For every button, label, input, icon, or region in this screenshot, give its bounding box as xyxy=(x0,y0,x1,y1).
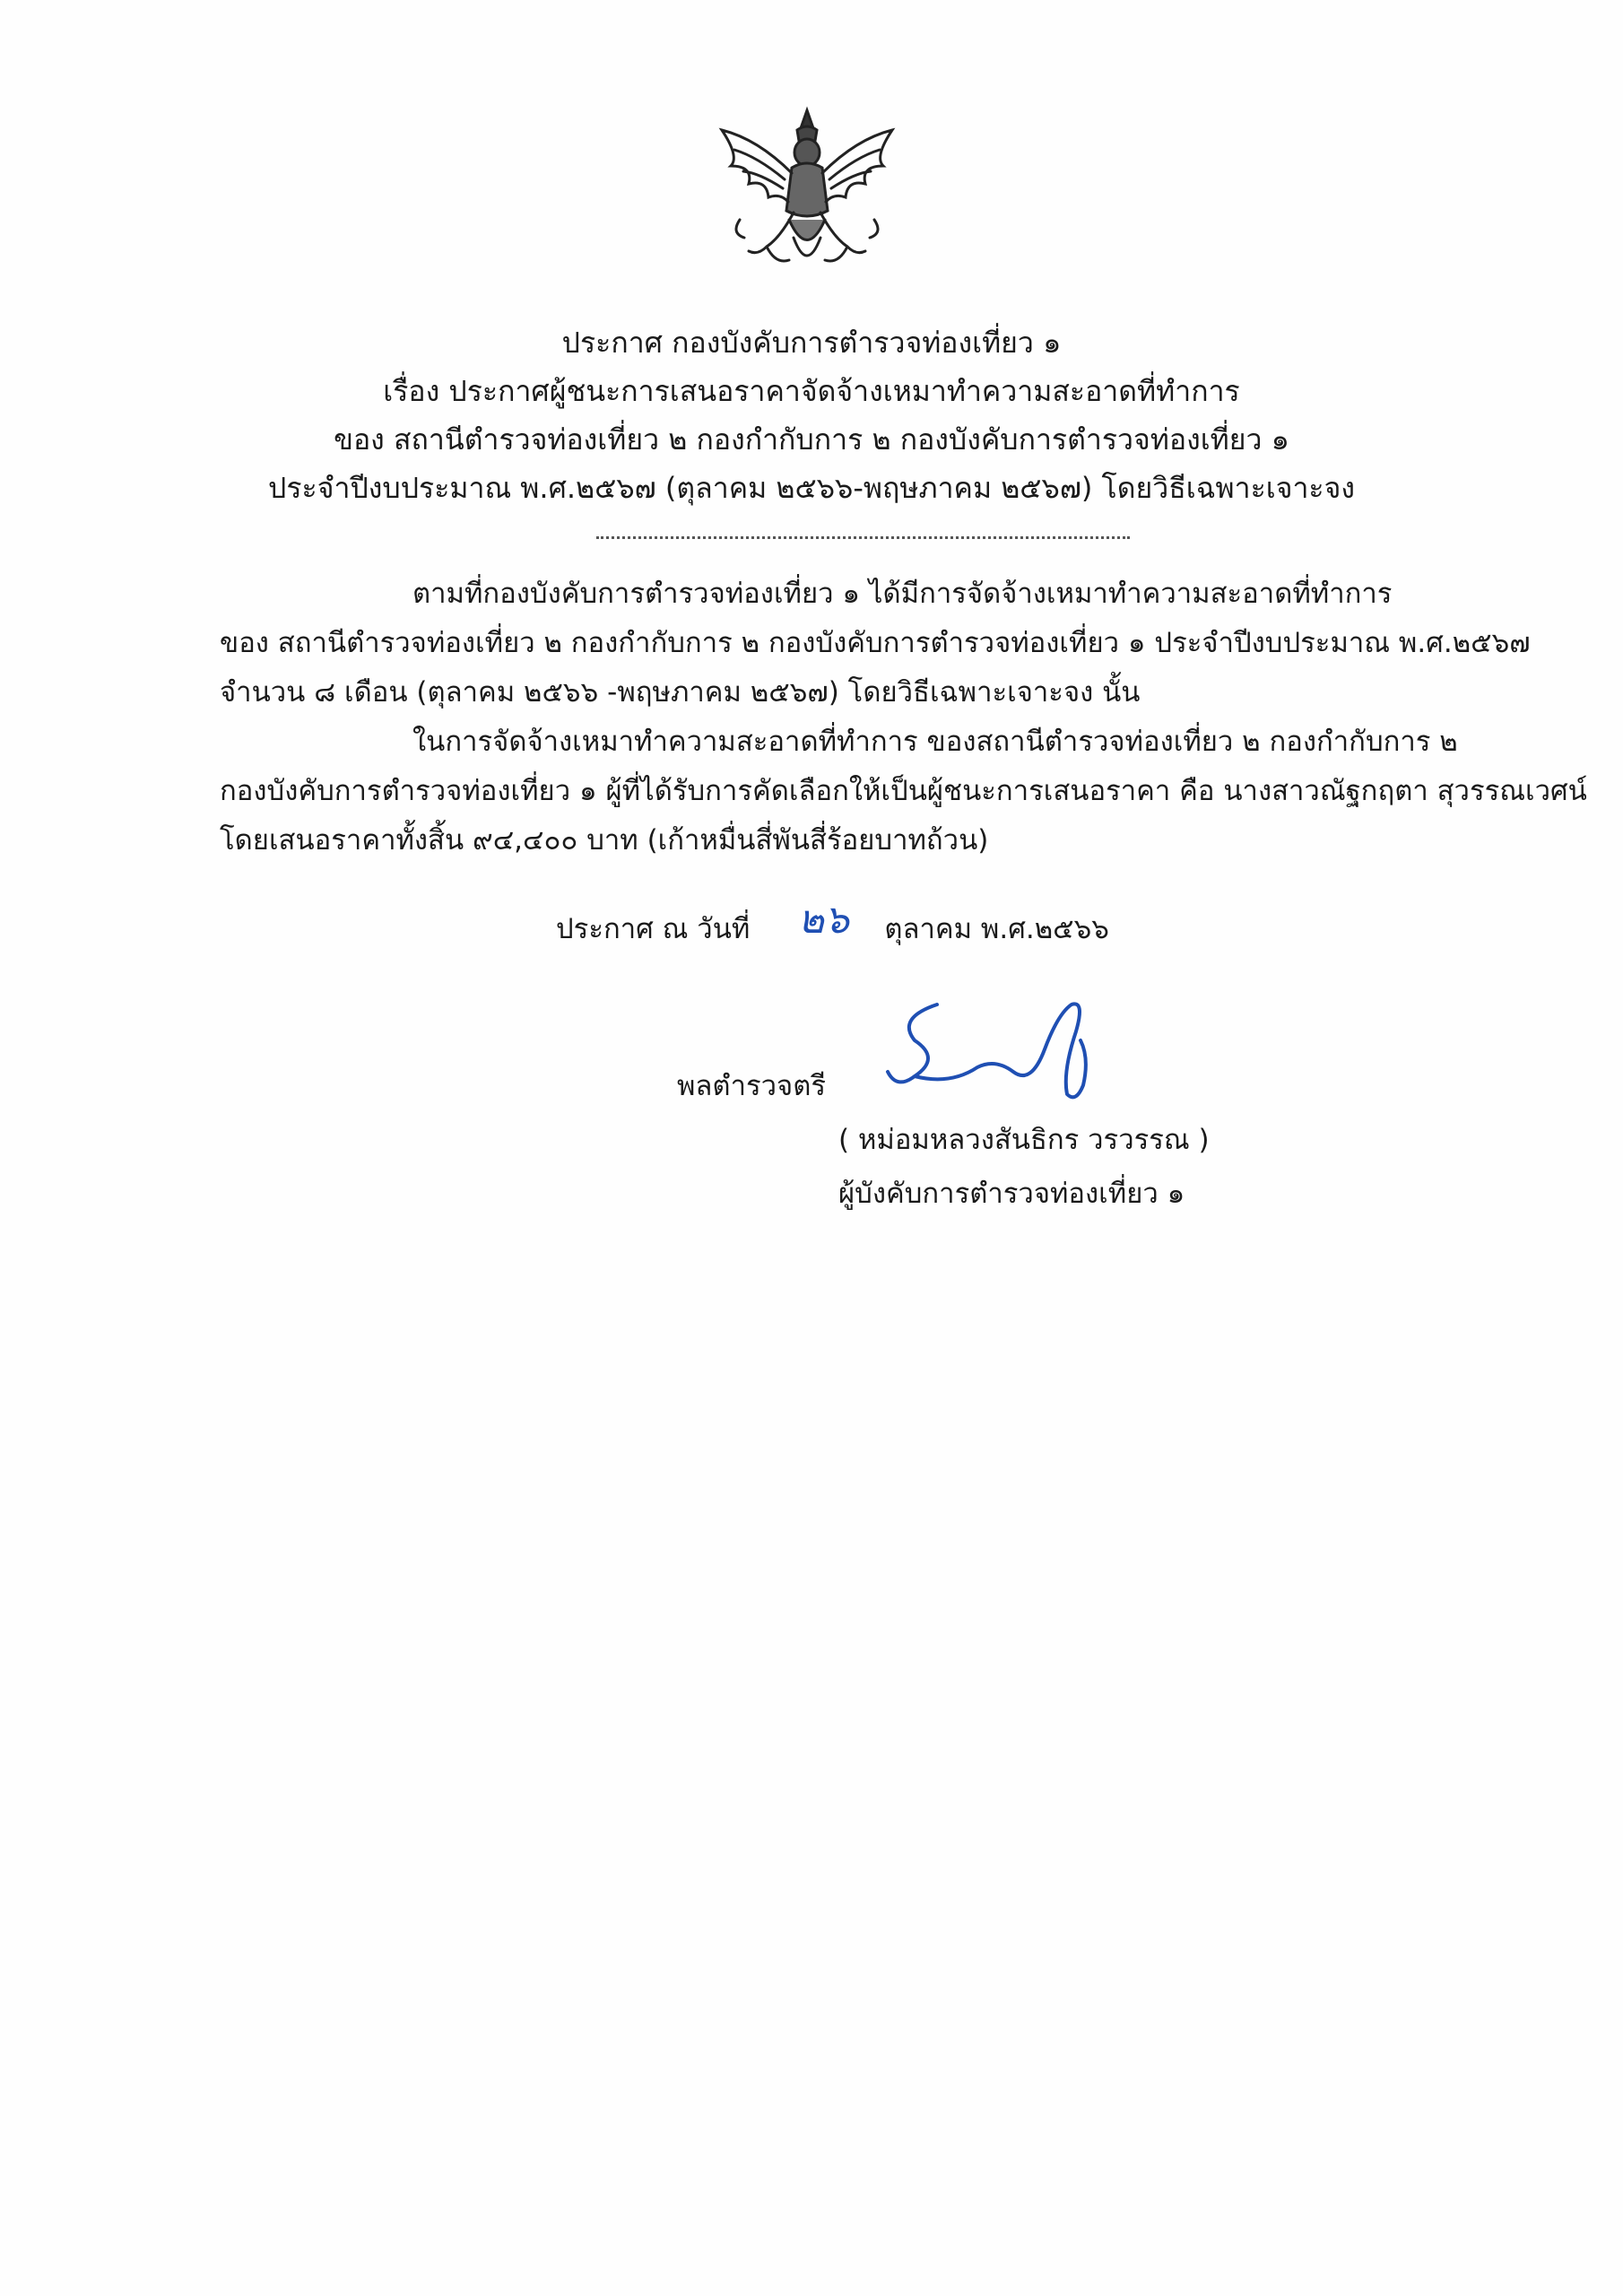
title-issuer: ประกาศ กองบังคับการตำรวจท่องเที่ยว ๑ xyxy=(561,326,1062,360)
announcement-title xyxy=(224,318,1399,512)
title-subject: เรื่อง ประกาศผู้ชนะการเสนอราคาจัดจ้างเหมาทำความสะอาดที่ทำการ xyxy=(383,374,1240,408)
paragraph-line: ตามที่กองบังคับการตำรวจท่องเที่ยว ๑ ได้มีการจัดจ้างเหมาทำความสะอาดที่ทำการ xyxy=(412,578,1393,610)
paragraph-line: โดยเสนอราคาทั้งสิ้น ๙๔,๔๐๐ บาท (เก้าหมื่นสี่พันสี่ร้อยบาทถ้วน) xyxy=(220,824,989,857)
paragraph-line: ในการจัดจ้างเหมาทำความสะอาดที่ทำการ ของสถานีตำรวจท่องเที่ยว ๒ กองกำกับการ ๒ xyxy=(412,726,1458,758)
date-month-year: ตุลาคม พ.ศ.๒๕๖๖ xyxy=(884,913,1109,945)
paragraph-line: จำนวน ๘ เดือน (ตุลาคม ๒๕๖๖ -พฤษภาคม ๒๕๖๗) โดยวิธีเฉพาะเจาะจง นั้น xyxy=(220,676,1141,709)
date-prefix: ประกาศ ณ วันที่ xyxy=(556,913,751,945)
handwritten-day: ๒๖ xyxy=(798,897,849,943)
signatory-name: ( หม่อมหลวงสันธิกร วรวรรณ ) xyxy=(838,1124,1210,1156)
paragraph-line: ของ สถานีตำรวจท่องเที่ยว ๒ กองกำกับการ ๒ กองบังคับการตำรวจท่องเที่ยว ๑ ประจำปีงบประมาณ พ.ศ.๒๕๖๗ xyxy=(220,627,1531,659)
paragraph-line: กองบังคับการตำรวจท่องเที่ยว ๑ ผู้ที่ได้รับการคัดเลือกให้เป็นผู้ชนะการเสนอราคา คือ นางสาวณัฐกฤตา สุวรรณเวศน์ xyxy=(220,775,1587,807)
signatory-rank: พลตำรวจตรี xyxy=(677,1070,826,1102)
signatory-position: ผู้บังคับการตำรวจท่องเที่ยว ๑ xyxy=(838,1178,1185,1210)
handwritten-signature xyxy=(879,987,1121,1103)
dotted-separator xyxy=(596,536,1130,539)
title-fiscal-year: ประจำปีงบประมาณ พ.ศ.๒๕๖๗ (ตุลาคม ๒๕๖๖-พฤษภาคม ๒๕๖๗) โดยวิธีเฉพาะเจาะจง xyxy=(268,471,1355,505)
garuda-emblem-icon xyxy=(704,103,910,283)
paragraph-background xyxy=(220,570,1531,718)
paragraph-result xyxy=(220,718,1587,865)
title-subject-cont: ของ สถานีตำรวจท่องเที่ยว ๒ กองกำกับการ ๒ กองบังคับการตำรวจท่องเที่ยว ๑ xyxy=(334,422,1289,457)
